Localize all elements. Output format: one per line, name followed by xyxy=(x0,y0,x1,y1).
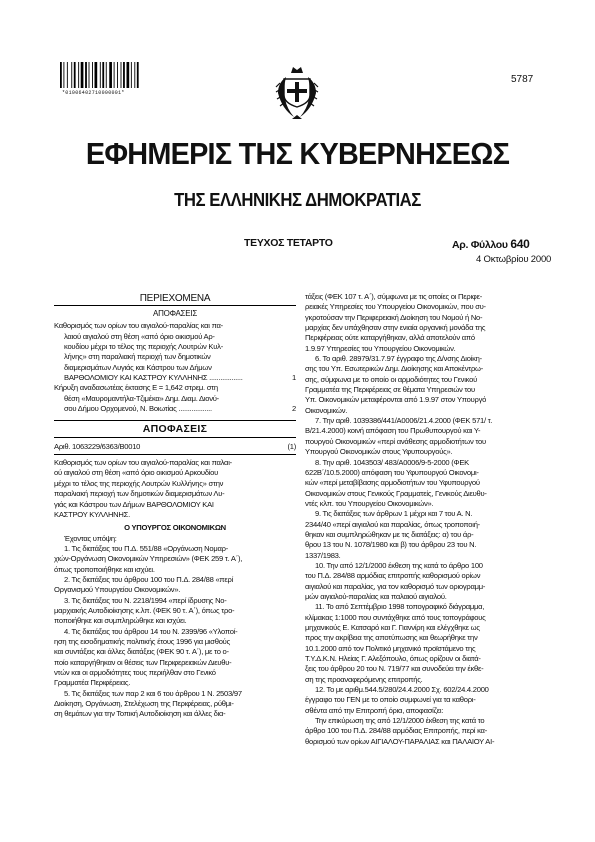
text-line: 8. Την αριθ. 1043503/ 483/Α0006/9-5-2000 (ΦΕΚ xyxy=(315,457,469,467)
barcode-bar xyxy=(121,62,122,88)
barcode-bar xyxy=(114,62,115,88)
text-line: ξεις του άρθρου 20 του Ν. 719/77 και συνοδεύει την έκθε- xyxy=(305,664,484,674)
text-line: 7. Την αριθ. 1039386/441/Α0006/21.4.2000 (ΦΕΚ 571/ τ. xyxy=(315,416,493,426)
toc-heading: ΠΕΡΙΕΧΟΜΕΝΑ xyxy=(139,293,211,304)
toc-line xyxy=(54,383,296,393)
barcode-bar xyxy=(71,62,72,88)
paragraph xyxy=(305,561,541,602)
text-line: 5. Τις διατάξεις των παρ 2 και 6 του άρθρου 1 Ν. 2503/97 xyxy=(64,688,242,698)
paragraph xyxy=(305,458,541,510)
left-paragraphs xyxy=(54,544,296,720)
text-line: 6. Το αριθ. 28979/31.7.97 έγγραφο της Δ/νσης Διοίκη- xyxy=(315,354,482,364)
toc-page-number xyxy=(286,321,296,331)
toc-page-number xyxy=(286,383,296,393)
toc-line xyxy=(54,373,296,383)
greek-coat-of-arms-icon xyxy=(272,61,322,127)
ref-rule xyxy=(54,454,296,455)
text-line: σης του Υπ. Εσωτερικών Δημ. Διοίκησης και Αποκέντρω- xyxy=(305,364,484,374)
text-line: Περιφέρειας ούτε καταργήθηκαν, αλλά αποτελούν από xyxy=(305,333,475,343)
toc-line-text: λαιού αιγιαλού στη θέση «από όριο οικισμού Αρ- xyxy=(64,331,215,341)
toc-list xyxy=(54,321,296,414)
toc-line-text: Καθορισμός των ορίων του αιγιαλού-παραλίας και πα- xyxy=(54,321,223,331)
barcode-bar xyxy=(134,62,135,88)
barcode-bar xyxy=(89,62,90,88)
paragraph xyxy=(54,689,296,720)
text-line: θρου 13 του Ν. 1078/1980 και β) του άρθρου 23 του Ν. xyxy=(305,540,477,550)
toc-page-number: 2 xyxy=(292,404,296,414)
text-line: 1337/1983. xyxy=(305,550,341,560)
decision-ref: Αριθ. 1063229/6363/Β0010 xyxy=(54,441,141,451)
text-line: ση της προαναφερόμενης επιτροπής. xyxy=(305,674,423,684)
text-line: και συντάξεις και άλλες διατάξεις (ΦΕΚ 90 τ. Α΄), με το ο- xyxy=(54,647,229,657)
toc-line-text: λήνης» στη παραλιακή περιοχή των δημοτικών xyxy=(64,352,211,362)
toc-line-text: ΒΑΡΘΟΛΟΜΙΟΥ ΚΑΙ ΚΑΣΤΡΟΥ ΚΥΛΛΗΝΗΣ .................. xyxy=(64,373,243,383)
barcode-bar xyxy=(127,62,130,88)
toc-item[interactable] xyxy=(54,321,296,383)
toc-line xyxy=(54,332,296,342)
text-line: 12. Το με αριθμ.544.5/280/24.4.2000 Σχ. 602/24.4.2000 xyxy=(315,685,489,695)
barcode-bar xyxy=(92,62,93,88)
text-line: 622Β΄/10.5.2000) απόφαση του Υφυπουργού Οικονομι- xyxy=(305,467,479,477)
text-line: μαρχιακής Αυτοδιοίκησης κ.λπ. (ΦΕΚ 90 τ. Α΄), όπως τρο- xyxy=(54,605,235,615)
text-line: Καθορισμός των ορίων του αιγιαλού-παραλίας και παλαι- xyxy=(54,458,232,468)
toc-page-number: 1 xyxy=(292,373,296,383)
gazette-subtitle: ΤΗΣ ΕΛΛΗΝΙΚΗΣ ΔΗΜΟΚΡΑΤΙΑΣ xyxy=(174,190,421,210)
text-line: 9. Τις διατάξεις των άρθρων 1 μέχρι και 7 του Α. Ν. xyxy=(315,509,473,519)
text-line: κλίμακας 1:1000 που συντάχθηκε από τους τοπογράφους xyxy=(305,612,486,622)
text-line: γκροτούσαν την Περιφερειακή Διοίκηση του Νομού ή Νο- xyxy=(305,312,483,322)
paragraph xyxy=(54,627,296,689)
barcode-bar xyxy=(100,62,101,88)
toc-line-text: κουδίου μέχρι το τέλος της περιοχής Λουτρών Κυλ- xyxy=(64,342,223,352)
barcode-bar xyxy=(131,62,132,88)
decisions-heading: ΑΠΟΦΑΣΕΙΣ xyxy=(142,423,208,436)
toc-page-number xyxy=(286,342,296,352)
barcode-bar xyxy=(102,62,104,88)
text-line: 1. Τις διατάξεις του Π.Δ. 551/88 «Οργάνωση Νομαρ- xyxy=(64,543,229,553)
text-line: μών αιγιαλού-παραλίας και παλαιού αιγιαλού. xyxy=(305,591,447,601)
text-line: μηχανικούς Ε. Κατσαρό και Γ. Γιαννίρη και ελέγχθηκε ως xyxy=(305,623,480,632)
paragraph xyxy=(305,509,541,561)
text-line: θορισμού των ορίων ΑΙΓΙΑΛΟΥ-ΠΑΡΑΛΙΑΣ και ΠΑΛΑΙΟΥ ΑΙ- xyxy=(305,736,495,746)
right-paragraphs xyxy=(305,292,541,747)
sheet-label: Αρ. Φύλλου xyxy=(452,239,508,251)
text-line: παραλιακή περιοχή των δημοτικών διαμερισμάτων Λυ- xyxy=(54,489,225,499)
text-line: ποποιήθηκε και συμπληρώθηκε και ισχύει. xyxy=(54,616,187,626)
text-line: γιάς και Κάστρου των Δήμων ΒΑΡΘΟΛΟΜΙΟΥ ΚΑΙ xyxy=(54,499,214,509)
toc-page-number xyxy=(286,363,296,373)
barcode-bar xyxy=(117,62,118,88)
text-line: χιών-Οργάνωση Οικονομικών Υπηρεσιών» (ΦΕΚ 259 τ. Α΄), xyxy=(54,554,243,564)
text-line: του Π.Δ. 284/88 αρμόδιας επιτροπής καθορισμού ορίων xyxy=(305,571,481,581)
barcode-bar xyxy=(95,62,98,88)
barcode-bar xyxy=(85,62,87,88)
toc-item[interactable] xyxy=(54,383,296,414)
page-number: 5787 xyxy=(511,74,534,85)
text-line: Τ.Υ.Δ.Κ.Ν. Ηλείας Γ. Αλεξόπουλο, όπως ορίζουν οι διατά- xyxy=(305,654,481,664)
toc-page-number xyxy=(286,332,296,342)
right-column xyxy=(305,292,541,747)
text-line: σης, σύμφωνα με το οποίο οι αρμοδιότητες του Γενικού xyxy=(305,374,477,384)
barcode-bar xyxy=(81,62,84,88)
text-line: πουργού Οικονομικών «περί ανάθεσης αρμοδιοτήτων του xyxy=(305,436,486,446)
text-line: 2. Τις διατάξεις του άρθρου 100 του Π.Δ. 284/88 «περί xyxy=(64,574,234,584)
text-line: Την επικύρωση της από 12/1/2000 έκθεση της κατά το xyxy=(315,716,485,726)
barcode-text: *01006402710000001* xyxy=(62,90,125,96)
text-line: θηκαν και συμπληρώθηκαν με τις διατάξεις: α) του άρ- xyxy=(305,529,474,539)
decision-subject xyxy=(54,458,296,520)
paragraph xyxy=(305,685,541,716)
text-line: 3. Τις διατάξεις του Ν. 2218/1994 «περί ίδρυσης Νο- xyxy=(64,595,227,605)
barcode xyxy=(60,62,152,88)
left-column xyxy=(54,292,296,720)
text-line: άρθρο 100 του Π.Δ. 284/88 αρμόδιας Επιτροπής, περί κα- xyxy=(305,726,487,736)
toc-line-text: διαμερισμάτων Λυγιάς και Κάστρου των Δήμων xyxy=(64,362,212,372)
text-line: 2344/40 «περί αιγιαλού και παραλίας, όπως τροποποιή- xyxy=(305,519,480,529)
toc-line xyxy=(54,394,296,404)
text-line: έγγραφο του ΓΕΝ με το οποίο συμφωνεί για τα καθορι- xyxy=(305,695,476,705)
text-line: σθέντα από την Επιτροπή όρια, αποφασίζει: xyxy=(305,705,444,715)
toc-page-number xyxy=(286,352,296,362)
barcode-bar xyxy=(137,62,139,88)
barcode-bar xyxy=(63,62,64,88)
barcode-bar xyxy=(74,62,76,88)
gazette-title: ΕΦΗΜΕΡΙΣ ΤΗΣ ΚΥΒΕΡΝΗΣΕΩΣ xyxy=(85,136,510,171)
text-line: κών «περί μεταβίβασης αρμοδιοτήτων του Υφυπουργού xyxy=(305,478,480,488)
text-line: ντών και οι αρμοδιότητες τους περιήλθαν στο Γενικό xyxy=(54,668,216,677)
text-line: μαρχίας δεν υπάχθησαν στην ενιαία οργανική μονάδα της xyxy=(305,323,486,333)
text-line: Υπουργού Οικονομικών στους Υφυπουργούς». xyxy=(305,447,453,457)
text-line: ντές κλπ. του Υπουργείου Οικονομικών». xyxy=(305,498,434,508)
paragraph xyxy=(54,544,296,575)
toc-page-number xyxy=(286,394,296,404)
text-line: τάξεις (ΦΕΚ 107 τ. Α΄), σύμφωνα με τις οποίες οι Περιφε- xyxy=(305,292,483,301)
text-line: όπως τροποποιήθηκε και ισχύει. xyxy=(54,564,155,574)
text-line: Υπ. Οικονομικών μεταφέρονται από 1.9.97 στον Υπουργό xyxy=(305,395,487,405)
issue-date: 4 Οκτωβρίου 2000 xyxy=(476,254,552,265)
text-line: μέχρι το τέλος της περιοχής Λουτρών Κυλλήνης» στην xyxy=(54,478,224,488)
text-line: 1.9.97 Υπηρεσίες του Υπουργείου Οικονομικών. xyxy=(305,343,456,353)
decision-ref-number: (1) xyxy=(287,441,296,451)
toc-line xyxy=(54,352,296,362)
decisions-heading-box xyxy=(54,420,296,437)
toc-line-text: Κήρυξη αναδασωτέας έκτασης Ε = 1,642 στρεμ. στη xyxy=(54,383,218,393)
toc-line xyxy=(54,321,296,331)
toc-line xyxy=(54,404,296,414)
text-line: ηση της εισοδηματικής πολιτικής έτους 1996 για μισθούς xyxy=(54,636,230,646)
decision-ref-row xyxy=(54,442,296,452)
text-line: ρειακές Υπηρεσίες του Υπουργείου Οικονομικών, που συ- xyxy=(305,302,486,312)
text-line: 4. Τις διατάξεις του άρθρου 14 του Ν. 2399/96 «Υλοποί- xyxy=(64,626,238,636)
minister-heading: Ο ΥΠΟΥΡΓΟΣ ΟΙΚΟΝΟΜΙΚΩΝ xyxy=(124,523,226,533)
text-line: Γραμματέα Περιφέρειας. xyxy=(54,678,131,688)
text-line: ΚΑΣΤΡΟΥ ΚΥΛΛΗΝΗΣ. xyxy=(54,509,130,519)
text-line: Οργανισμού Υπουργείου Οικονομικών». xyxy=(54,585,181,595)
toc-line xyxy=(54,342,296,352)
text-line: ση θεμάτων για την Τοπική Αυτοδιοίκηση και άλλες δια- xyxy=(54,709,226,719)
barcode-bar xyxy=(109,62,112,88)
sheet-number: 640 xyxy=(510,237,530,251)
paragraph xyxy=(54,575,296,596)
barcode-bar xyxy=(60,62,62,88)
text-line: Β/21.4.2000) κοινή απόφαση του Πρωθυπουργού και Υ- xyxy=(305,426,481,436)
barcode-bar xyxy=(106,62,107,88)
barcode-bar xyxy=(123,62,125,88)
paragraph xyxy=(54,596,296,627)
sheet-number-line xyxy=(452,237,529,251)
barcode-bar xyxy=(78,62,79,88)
text-line: Οικονομικών στους Γενικούς Γραμματείς, Γενικούς Διευθυ- xyxy=(305,488,487,498)
text-line: ού αιγιαλού στη θέση «από όριο οικισμού Αρκουδίου xyxy=(54,468,219,478)
text-line: Γραμματέα της Περιφέρειας σε θέματα Υπηρεσιών του xyxy=(305,385,475,395)
paragraph xyxy=(305,292,541,354)
paragraph xyxy=(305,716,541,747)
barcode-bar xyxy=(67,62,68,88)
text-line: 11. Το από Σεπτέμβριο 1998 τοπογραφικό διάγραμμα, xyxy=(315,602,485,612)
text-line: Οικονομικών. xyxy=(305,405,348,415)
toc-section: ΑΠΟΦΑΣΕΙΣ xyxy=(152,309,198,318)
toc-line xyxy=(54,363,296,373)
toc-line-text: σου Δήμου Ορχομενού, Ν. Βοιωτίας .................. xyxy=(64,404,212,414)
text-line: ποίο καταργήθηκαν οι θέσεις των Περιφερειακών Διευθυ- xyxy=(54,657,232,667)
issue-label: ΤΕΥΧΟΣ ΤΕΤΑΡΤΟ xyxy=(244,237,333,249)
text-line: προς την ακρίβεια της αποτύπωσης και θεωρήθηκε την xyxy=(305,633,478,643)
paragraph xyxy=(305,354,541,416)
text-line: Διοίκηση, Οργάνωση, Στελέχωση της Περιφέρειας, ρύθμι- xyxy=(54,699,234,709)
paragraph xyxy=(305,602,541,685)
text-line: 10. Την από 12/1/2000 έκθεση της κατά το άρθρο 100 xyxy=(315,560,483,570)
toc-line-text: θέση «Μαυρομαντήλα-Τζιμέκα» Δημ. Διαμ. Διονύ- xyxy=(64,393,219,403)
toc-rule xyxy=(54,305,296,306)
text-line: 10.1.2000 από τον Πολιτικό μηχανικό προϊστάμενο της xyxy=(305,643,476,653)
having-regard: Έχοντας υπόψη: xyxy=(64,533,117,543)
text-line: αιγιαλού και παραλίας, για τον καθορισμό των οριογραμμ- xyxy=(305,581,486,591)
paragraph xyxy=(305,416,541,457)
